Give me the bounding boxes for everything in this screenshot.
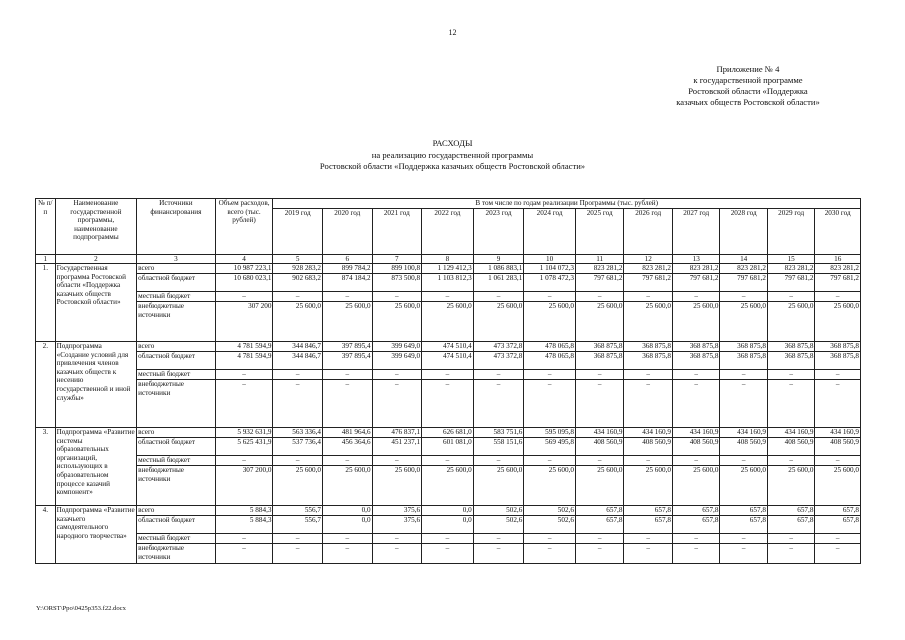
year-value: – <box>524 534 576 544</box>
year-value: – <box>372 292 422 302</box>
year-value: 1 078 472,3 <box>524 274 576 292</box>
year-value: 1 104 072,3 <box>524 264 576 274</box>
year-value: 595 095,8 <box>524 428 576 438</box>
year-value: 25 600,0 <box>422 302 474 342</box>
year-value: 434 160,9 <box>575 428 624 438</box>
year-value: 375,6 <box>372 516 422 534</box>
funding-source: всего <box>137 428 215 438</box>
year-value: 502,6 <box>473 516 524 534</box>
year-value: – <box>273 380 323 428</box>
year-value: – <box>323 370 373 380</box>
year-value: 873 500,8 <box>372 274 422 292</box>
year-value: 657,8 <box>815 516 861 534</box>
appendix-line: казачьих обществ Ростовской области» <box>676 97 820 107</box>
year-value: – <box>767 370 814 380</box>
year-value: – <box>524 292 576 302</box>
year-value: 474 510,4 <box>422 342 474 352</box>
page-number: 12 <box>448 28 457 37</box>
table-row <box>36 352 861 370</box>
year-value: 0,0 <box>323 516 373 534</box>
column-index: 16 <box>815 255 861 264</box>
year-value: 434 160,9 <box>672 428 719 438</box>
year-value: – <box>672 534 719 544</box>
year-value: – <box>273 456 323 466</box>
year-value: 25 600,0 <box>524 302 576 342</box>
year-value: 368 875,8 <box>720 342 767 352</box>
table-row <box>36 292 861 302</box>
header-year: 2021 год <box>372 209 422 255</box>
title-line: РАСХОДЫ <box>432 138 473 148</box>
table-row <box>36 506 861 516</box>
column-index: 13 <box>672 255 719 264</box>
year-value: – <box>473 534 524 544</box>
year-value: 657,8 <box>672 506 719 516</box>
total-value: – <box>215 456 273 466</box>
year-value: 25 600,0 <box>624 466 673 506</box>
year-value: 368 875,8 <box>767 342 814 352</box>
year-value: – <box>672 456 719 466</box>
year-value: 473 372,8 <box>473 352 524 370</box>
year-value: 397 895,4 <box>323 342 373 352</box>
table-row <box>36 302 861 342</box>
total-value: 4 781 594,9 <box>215 352 273 370</box>
year-value: – <box>815 292 861 302</box>
year-value: 657,8 <box>720 516 767 534</box>
year-value: 25 600,0 <box>815 302 861 342</box>
year-value: – <box>575 456 624 466</box>
year-value: 25 600,0 <box>323 466 373 506</box>
year-value: 368 875,8 <box>815 352 861 370</box>
year-value: 25 600,0 <box>767 466 814 506</box>
table-row <box>36 516 861 534</box>
table-row <box>36 544 861 564</box>
header-volume: Объем расходов, всего (тыс. рублей) <box>215 199 273 255</box>
table-row <box>36 380 861 428</box>
year-value: 368 875,8 <box>624 352 673 370</box>
document-title <box>0 138 905 173</box>
appendix-note <box>633 64 863 108</box>
year-value: – <box>767 544 814 564</box>
year-value: 823 281,2 <box>672 264 719 274</box>
total-value: – <box>215 544 273 564</box>
title-line: на реализацию государственной программы <box>371 149 534 160</box>
year-value: 25 600,0 <box>372 466 422 506</box>
column-index: 6 <box>323 255 373 264</box>
year-value: – <box>422 380 474 428</box>
year-value: – <box>815 456 861 466</box>
year-value: 902 683,2 <box>273 274 323 292</box>
year-value: – <box>815 544 861 564</box>
year-value: 408 560,9 <box>815 438 861 456</box>
year-value: 558 151,6 <box>473 438 524 456</box>
year-value: – <box>767 292 814 302</box>
year-value: 1 086 883,1 <box>473 264 524 274</box>
year-value: 25 600,0 <box>767 302 814 342</box>
column-index: 8 <box>422 255 474 264</box>
year-value: 25 600,0 <box>624 302 673 342</box>
year-value: 797 681,2 <box>575 274 624 292</box>
year-value: – <box>624 544 673 564</box>
header-num: № п/п <box>36 199 56 255</box>
year-value: – <box>422 292 474 302</box>
year-value: – <box>273 544 323 564</box>
year-value: 797 681,2 <box>767 274 814 292</box>
year-value: 408 560,9 <box>575 438 624 456</box>
year-value: – <box>524 380 576 428</box>
funding-source: местный бюджет <box>137 534 215 544</box>
year-value: 408 560,9 <box>672 438 719 456</box>
year-value: 626 681,0 <box>422 428 474 438</box>
year-value: 344 846,7 <box>273 352 323 370</box>
year-value: 657,8 <box>624 516 673 534</box>
year-value: – <box>524 456 576 466</box>
year-value: 434 160,9 <box>720 428 767 438</box>
row-number: 4. <box>36 506 56 564</box>
year-value: 657,8 <box>720 506 767 516</box>
year-value: 434 160,9 <box>624 428 673 438</box>
year-value: 823 281,2 <box>815 264 861 274</box>
year-value: – <box>815 370 861 380</box>
year-value: – <box>672 370 719 380</box>
year-value: 502,6 <box>524 516 576 534</box>
total-value: 307 200,0 <box>215 466 273 506</box>
year-value: 434 160,9 <box>767 428 814 438</box>
total-value: 10 987 223,1 <box>215 264 273 274</box>
year-value: 657,8 <box>815 506 861 516</box>
year-value: – <box>473 544 524 564</box>
program-name: Подпрограмма «Развитие системы образовательных организаций, использующих в образовательном процессе казачий компонент» <box>55 428 137 506</box>
header-years-caption: В том числе по годам реализации Программы (тыс. рублей) <box>273 199 861 209</box>
header-year: 2024 год <box>524 209 576 255</box>
year-value: – <box>422 544 474 564</box>
year-value: 434 160,9 <box>815 428 861 438</box>
column-index: 10 <box>524 255 576 264</box>
year-value: 563 336,4 <box>273 428 323 438</box>
year-value: 502,6 <box>524 506 576 516</box>
funding-source: местный бюджет <box>137 370 215 380</box>
year-value: 1 061 283,1 <box>473 274 524 292</box>
year-value: 368 875,8 <box>815 342 861 352</box>
header-year: 2030 год <box>815 209 861 255</box>
column-index: 1 <box>36 255 56 264</box>
year-value: – <box>323 292 373 302</box>
column-index: 7 <box>372 255 422 264</box>
funding-source: всего <box>137 342 215 352</box>
column-index: 5 <box>273 255 323 264</box>
total-value: 4 781 594,9 <box>215 342 273 352</box>
year-value: 368 875,8 <box>672 342 719 352</box>
year-value: 375,6 <box>372 506 422 516</box>
year-value: 368 875,8 <box>575 352 624 370</box>
program-name: Подпрограмма «Развитие казачьего самодеятельного народного творчества» <box>55 506 137 564</box>
year-value: – <box>575 534 624 544</box>
year-value: – <box>720 292 767 302</box>
table-row <box>36 428 861 438</box>
year-value: 408 560,9 <box>624 438 673 456</box>
year-value: 657,8 <box>672 516 719 534</box>
year-value: – <box>273 292 323 302</box>
table-row <box>36 274 861 292</box>
appendix-line: Ростовской области «Поддержка <box>688 86 808 96</box>
year-value: 556,7 <box>273 506 323 516</box>
funding-source: внебюджетные источники <box>137 466 215 506</box>
year-value: 25 600,0 <box>524 466 576 506</box>
year-value: 0,0 <box>323 506 373 516</box>
year-value: 25 600,0 <box>372 302 422 342</box>
year-value: – <box>575 370 624 380</box>
year-value: 344 846,7 <box>273 342 323 352</box>
year-value: 478 065,8 <box>524 342 576 352</box>
year-value: 797 681,2 <box>815 274 861 292</box>
year-value: 601 081,0 <box>422 438 474 456</box>
year-value: 928 283,2 <box>273 264 323 274</box>
total-value: 307 200 <box>215 302 273 342</box>
appendix-line: к государственной программе <box>693 75 803 85</box>
total-value: – <box>215 292 273 302</box>
year-value: 0,0 <box>422 506 474 516</box>
year-value: 25 600,0 <box>672 302 719 342</box>
year-value: 399 649,0 <box>372 352 422 370</box>
funding-source: местный бюджет <box>137 456 215 466</box>
year-value: 25 600,0 <box>672 466 719 506</box>
total-value: 10 680 023,1 <box>215 274 273 292</box>
year-value: 451 237,1 <box>372 438 422 456</box>
year-value: 1 129 412,3 <box>422 264 474 274</box>
year-value: 25 600,0 <box>575 466 624 506</box>
year-value: – <box>672 292 719 302</box>
year-value: 899 784,2 <box>323 264 373 274</box>
funding-source: областной бюджет <box>137 274 215 292</box>
year-value: – <box>323 380 373 428</box>
header-year: 2026 год <box>624 209 673 255</box>
year-value: – <box>672 380 719 428</box>
program-name: Подпрограмма «Создание условий для привлечения членов казачьих обществ к несению государственной и иной службы» <box>55 342 137 428</box>
year-value: 456 364,6 <box>323 438 373 456</box>
year-value: 408 560,9 <box>767 438 814 456</box>
header-source: Источники финансирования <box>137 199 215 255</box>
year-value: – <box>767 380 814 428</box>
expenses-table <box>35 198 861 564</box>
row-number: 1. <box>36 264 56 342</box>
year-value: 797 681,2 <box>720 274 767 292</box>
year-value: – <box>524 370 576 380</box>
year-value: 569 495,8 <box>524 438 576 456</box>
header-year: 2019 год <box>273 209 323 255</box>
year-value: – <box>575 292 624 302</box>
header-year: 2022 год <box>422 209 474 255</box>
year-value: – <box>767 456 814 466</box>
table-row <box>36 466 861 506</box>
year-value: 25 600,0 <box>323 302 373 342</box>
header-name: Наименование государственной программы, наименование подпрограммы <box>55 199 137 255</box>
year-value: – <box>767 534 814 544</box>
column-index: 4 <box>215 255 273 264</box>
year-value: – <box>575 380 624 428</box>
year-value: – <box>372 456 422 466</box>
table-row <box>36 264 861 274</box>
year-value: – <box>473 370 524 380</box>
year-value: 408 560,9 <box>720 438 767 456</box>
year-value: – <box>273 534 323 544</box>
year-value: – <box>624 456 673 466</box>
year-value: 481 964,6 <box>323 428 373 438</box>
year-value: 0,0 <box>422 516 474 534</box>
year-value: – <box>422 534 474 544</box>
year-value: 478 065,8 <box>524 352 576 370</box>
year-value: 657,8 <box>624 506 673 516</box>
total-value: – <box>215 380 273 428</box>
year-value: 25 600,0 <box>815 466 861 506</box>
year-value: 25 600,0 <box>575 302 624 342</box>
total-value: 5 884,3 <box>215 506 273 516</box>
column-index: 3 <box>137 255 215 264</box>
funding-source: всего <box>137 264 215 274</box>
year-value: 899 100,8 <box>372 264 422 274</box>
year-value: 874 184,2 <box>323 274 373 292</box>
year-value: – <box>422 370 474 380</box>
column-index: 2 <box>55 255 137 264</box>
year-value: 657,8 <box>575 516 624 534</box>
year-value: – <box>624 534 673 544</box>
funding-source: областной бюджет <box>137 516 215 534</box>
year-value: – <box>720 370 767 380</box>
year-value: – <box>473 380 524 428</box>
year-value: 583 751,6 <box>473 428 524 438</box>
header-year: 2028 год <box>720 209 767 255</box>
year-value: 25 600,0 <box>273 466 323 506</box>
column-index: 9 <box>473 255 524 264</box>
total-value: – <box>215 534 273 544</box>
year-value: – <box>720 456 767 466</box>
column-index: 12 <box>624 255 673 264</box>
year-value: 502,6 <box>473 506 524 516</box>
table-row <box>36 456 861 466</box>
year-value: – <box>273 370 323 380</box>
year-value: 797 681,2 <box>672 274 719 292</box>
year-value: 657,8 <box>767 506 814 516</box>
year-value: 797 681,2 <box>624 274 673 292</box>
year-value: – <box>323 456 373 466</box>
header-year: 2025 год <box>575 209 624 255</box>
year-value: – <box>422 456 474 466</box>
year-value: 537 736,4 <box>273 438 323 456</box>
year-value: – <box>575 544 624 564</box>
funding-source: областной бюджет <box>137 352 215 370</box>
year-value: 1 103 812,3 <box>422 274 474 292</box>
funding-source: внебюджетные источники <box>137 302 215 342</box>
year-value: 368 875,8 <box>624 342 673 352</box>
column-index: 11 <box>575 255 624 264</box>
year-value: – <box>372 544 422 564</box>
header-year: 2029 год <box>767 209 814 255</box>
year-value: – <box>624 370 673 380</box>
year-value: 823 281,2 <box>575 264 624 274</box>
year-value: – <box>815 380 861 428</box>
year-value: – <box>473 292 524 302</box>
table-row <box>36 438 861 456</box>
row-number: 3. <box>36 428 56 506</box>
row-number: 2. <box>36 342 56 428</box>
year-value: 25 600,0 <box>473 466 524 506</box>
year-value: 473 372,8 <box>473 342 524 352</box>
total-value: 5 625 431,9 <box>215 438 273 456</box>
header-year: 2023 год <box>473 209 524 255</box>
total-value: 5 884,3 <box>215 516 273 534</box>
year-value: 823 281,2 <box>624 264 673 274</box>
year-value: – <box>624 292 673 302</box>
year-value: 657,8 <box>575 506 624 516</box>
funding-source: внебюджетные источники <box>137 380 215 428</box>
year-value: – <box>323 534 373 544</box>
funding-source: всего <box>137 506 215 516</box>
year-value: – <box>323 544 373 564</box>
funding-source: областной бюджет <box>137 438 215 456</box>
year-value: 474 510,4 <box>422 352 474 370</box>
year-value: 657,8 <box>767 516 814 534</box>
year-value: – <box>720 544 767 564</box>
year-value: – <box>524 544 576 564</box>
year-value: 25 600,0 <box>422 466 474 506</box>
total-value: 5 932 631,9 <box>215 428 273 438</box>
year-value: 368 875,8 <box>672 352 719 370</box>
year-value: 556,7 <box>273 516 323 534</box>
year-value: 476 837,1 <box>372 428 422 438</box>
year-value: 25 600,0 <box>720 302 767 342</box>
year-value: 823 281,2 <box>767 264 814 274</box>
file-path: Y:\ORST\Ppo\0425p353.f22.docx <box>36 605 126 612</box>
funding-source: внебюджетные источники <box>137 544 215 564</box>
appendix-line: Приложение № 4 <box>716 64 780 74</box>
year-value: 368 875,8 <box>767 352 814 370</box>
year-value: – <box>372 534 422 544</box>
year-value: – <box>372 380 422 428</box>
year-value: 823 281,2 <box>720 264 767 274</box>
program-name: Государственная программа Ростовской области «Поддержка казачьих обществ Ростовской области» <box>55 264 137 342</box>
year-value: 25 600,0 <box>473 302 524 342</box>
table-row <box>36 534 861 544</box>
funding-source: местный бюджет <box>137 292 215 302</box>
year-value: 399 649,0 <box>372 342 422 352</box>
year-value: – <box>815 534 861 544</box>
year-value: – <box>624 380 673 428</box>
table-row <box>36 342 861 352</box>
column-index: 14 <box>720 255 767 264</box>
year-value: 368 875,8 <box>575 342 624 352</box>
year-value: – <box>473 456 524 466</box>
header-year: 2027 год <box>672 209 719 255</box>
year-value: 25 600,0 <box>720 466 767 506</box>
year-value: – <box>372 370 422 380</box>
year-value: 25 600,0 <box>273 302 323 342</box>
year-value: – <box>720 534 767 544</box>
year-value: – <box>672 544 719 564</box>
year-value: 397 895,4 <box>323 352 373 370</box>
year-value: 368 875,8 <box>720 352 767 370</box>
column-index: 15 <box>767 255 814 264</box>
header-year: 2020 год <box>323 209 373 255</box>
year-value: – <box>720 380 767 428</box>
total-value: – <box>215 370 273 380</box>
title-line: Ростовской области «Поддержка казачьих обществ Ростовской области» <box>319 161 586 171</box>
table-row <box>36 370 861 380</box>
